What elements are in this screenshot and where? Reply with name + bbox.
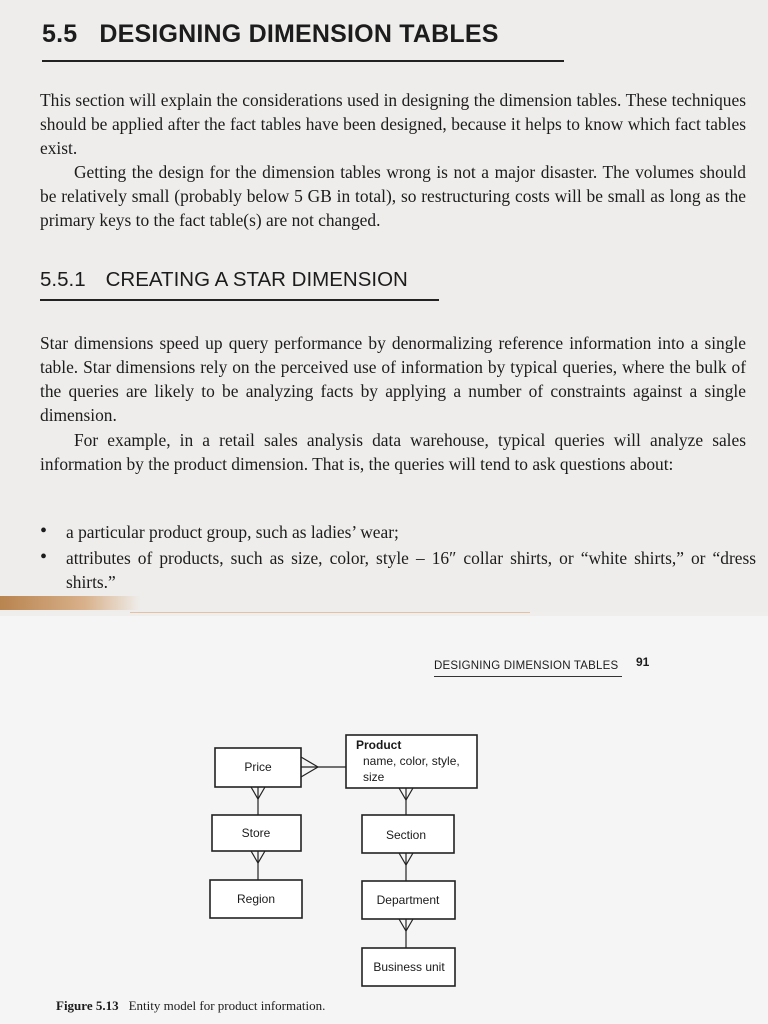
bullet-item: • attributes of products, such as size, color, style – 16″ collar shirts, or “white shirts,” or “dress shirts.” xyxy=(40,546,756,594)
bullet-item: • a particular product group, such as ladies’ wear; xyxy=(40,520,756,544)
subsection-paragraph-1: Star dimensions speed up query performance by denormalizing reference information into a single table. Star dimensions rely on the perceived use of information by typical queries, where the bulk of the queries are likely to be analyzing facts by applying a number of constraints against a single dimension. xyxy=(40,333,746,425)
subsection-paragraph-2: For example, in a retail sales analysis data warehouse, typical queries will analyze sales information by the product dimension. That is, the queries will tend to ask questions about: xyxy=(40,430,746,474)
subsection-title: CREATING A STAR DIMENSION xyxy=(105,268,408,291)
subsection-number: 5.5.1 xyxy=(40,268,86,291)
entity-label-department: Department xyxy=(376,893,440,907)
section-paragraph-2: Getting the design for the dimension tables wrong is not a major disaster. The volumes should be relatively small (probably below 5 GB in total), so restructuring costs will be small as long as the primary keys to the fact table(s) are not changed. xyxy=(40,162,746,230)
section-title: DESIGNING DIMENSION TABLES xyxy=(99,20,499,48)
entity-label-product: Product xyxy=(356,738,402,752)
entity-attributes-product-2: size xyxy=(363,770,385,784)
running-head: DESIGNING DIMENSION TABLES xyxy=(434,660,619,672)
section-paragraph-1: This section will explain the considerations used in designing the dimension tables. These techniques should be applied after the fact tables have been designed, because it helps to know which fact tables exist. xyxy=(40,90,746,158)
page-number: 91 xyxy=(636,655,650,669)
entity-attributes-product-1: name, color, style, xyxy=(363,754,460,768)
entity-department xyxy=(362,881,455,919)
entity-label-price: Price xyxy=(244,760,272,774)
entity-label-region: Region xyxy=(236,892,276,906)
entity-region xyxy=(210,880,302,918)
entity-price xyxy=(215,748,301,787)
figure-caption-text: Entity model for product information. xyxy=(128,998,326,1013)
figure-caption xyxy=(56,998,325,1014)
figure-caption-label: Figure 5.13 xyxy=(56,998,119,1013)
section-number: 5.5 xyxy=(42,20,78,48)
entity-section xyxy=(362,815,454,853)
entity-label-section: Section xyxy=(385,828,427,842)
entity-label-business-unit: Business unit xyxy=(373,960,445,974)
entity-store xyxy=(212,815,301,851)
entity-business-unit xyxy=(362,948,455,986)
entity-product xyxy=(346,735,477,788)
entity-label-store: Store xyxy=(241,826,271,840)
